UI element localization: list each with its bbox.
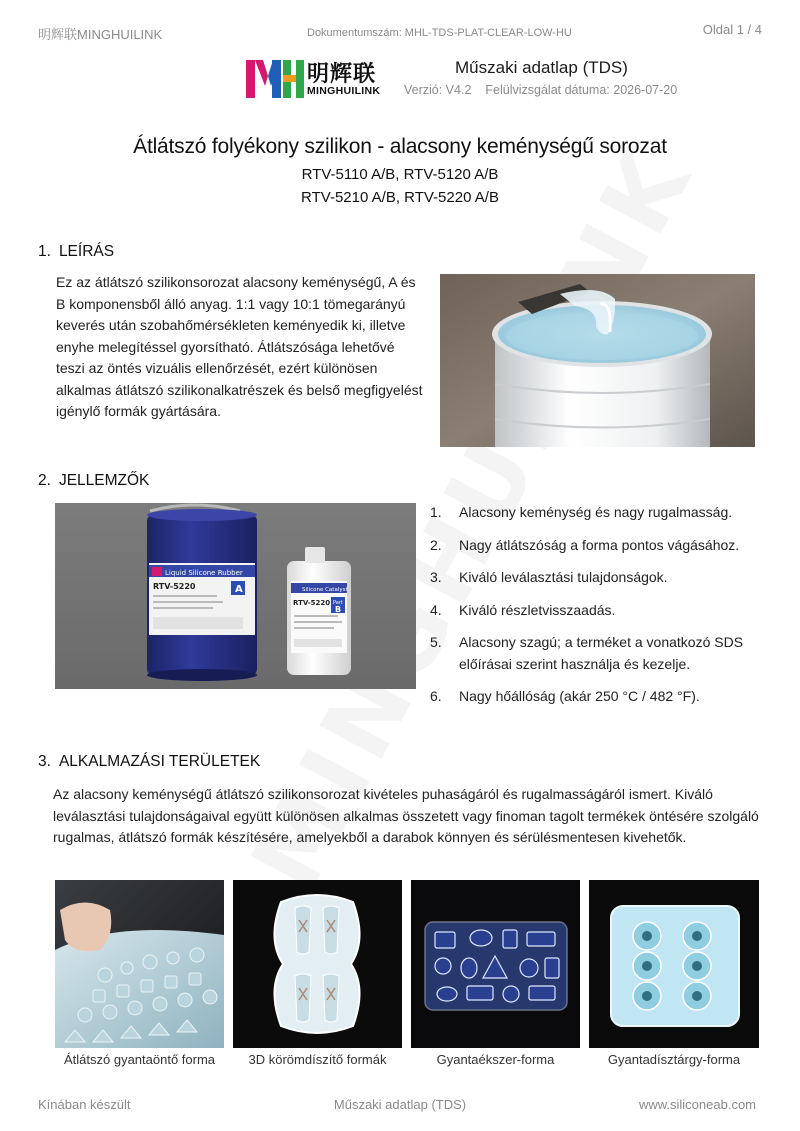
section-features-heading (38, 472, 149, 490)
feature-item: 1. Alacsony keménység és nagy rugalmasság. (430, 504, 733, 520)
silicone-pouring-photo (440, 274, 755, 447)
logo-chinese-text: 明辉联 (307, 62, 377, 87)
features-list (430, 502, 770, 708)
applications-text: Az alacsony keménységű átlátszó szilikonsorozat kivételes puhaságáról és rugalmasságáról ismert. Kiváló leválasztási tulajdonságaival együtt különösen alkalmas összetett vagy finoman tagolt termékek öntésére szolgáló rugalmas, átlátszó formák készítésére, amelyekből a darabok könnyen és sérülésmentesen kivehetők. (53, 786, 759, 845)
section-title: JELLEMZŐK (58, 472, 150, 489)
version: Verzió: V4.2 (404, 83, 472, 97)
feature-item: 5. Alacsony szagú; a terméket a vonatkozó SDS előírásai szerint használja és kezelje. (430, 634, 744, 672)
pail-part-label: A (235, 584, 243, 595)
section-number: 2. (38, 472, 51, 489)
nail-art-molds-photo (233, 880, 402, 1048)
bottle-part-letter: B (335, 605, 342, 614)
feature-item: 2. Nagy átlátszóság a forma pontos vágásához. (430, 536, 740, 553)
section-title: LEÍRÁS (58, 243, 115, 260)
caption-nail-art-molds: 3D körömdíszítő formák (248, 1052, 387, 1067)
product-list-line-2: RTV-5210 A/B, RTV-5220 A/B (301, 189, 499, 206)
section-title: ALKALMAZÁSI TERÜLETEK (58, 753, 261, 770)
caption-decor-mold: Gyantadísztárgy-forma (607, 1052, 741, 1067)
resin-jewelry-mold-photo (411, 880, 580, 1048)
product-packaging-photo (55, 503, 416, 689)
feature-item: 3. Kiváló leválasztási tulajdonságok. (430, 569, 668, 585)
section-number: 3. (38, 753, 51, 770)
description-text: Ez az átlátszó szilikonsorozat alacsony keménységű, A és B komponensből álló anyag. 1:1 vagy 10:1 tömegarányú keverés után szobahőmérsékleten keményedik ki, illetve enyhe melegítéssel gyorsítható. Átlátszósága lehetővé teszi az öntés vizuális ellenőrzését, ezért különösen alkalmas átlátszó szilikonalkatrészek és belső megfigyelést igénylő formák gyártására. (56, 274, 423, 419)
company-name: 明辉联MINGHUILINK (38, 27, 163, 42)
logo-mark-icon (246, 56, 304, 98)
pail-brand-label: Liquid Silicone Rubber (165, 569, 243, 577)
caption-clear-resin-mold: Átlátszó gyantaöntő forma (63, 1052, 216, 1067)
document-number: Dokumentumszám: MHL-TDS-PLAT-CLEAR-LOW-HU (307, 27, 572, 39)
logo-english-text: MINGHUILINK (307, 85, 381, 97)
feature-item: 4. Kiváló részletvisszaadás. (430, 601, 616, 618)
review-date: Felülvizsgálat dátuma: 2026-07-20 (485, 83, 678, 97)
product-list-line-1: RTV-5110 A/B, RTV-5120 A/B (301, 166, 499, 183)
version-line (404, 83, 677, 97)
section-description-heading (38, 243, 114, 261)
feature-item: 6. Nagy hőállóság (akár 250 °C / 482 °F). (430, 688, 700, 704)
footer-made-in: Kínában készült (38, 1097, 131, 1112)
tds-title: Műszaki adatlap (TDS) (455, 58, 628, 77)
footer-website: www.siliconeab.com (638, 1097, 756, 1112)
footer-doc-type: Műszaki adatlap (TDS) (333, 1097, 467, 1112)
clear-resin-mold-photo (55, 880, 224, 1048)
caption-jewelry-mold: Gyantaékszer-forma (436, 1052, 555, 1067)
section-number: 1. (38, 243, 51, 260)
section-applications-heading (38, 753, 260, 771)
resin-decor-mold-photo (589, 880, 759, 1048)
document-title: Átlátszó folyékony szilikon - alacsony keménységű sorozat (133, 135, 667, 158)
bottle-model-label: RTV-5220 (293, 599, 331, 607)
company-logo (246, 54, 382, 100)
bottle-part-text: Part (333, 600, 343, 606)
page-number: Oldal 1 / 4 (702, 22, 762, 37)
pail-model-label: RTV-5220 (153, 582, 196, 591)
bottle-brand-label: Silicone Catalyst (302, 587, 348, 593)
